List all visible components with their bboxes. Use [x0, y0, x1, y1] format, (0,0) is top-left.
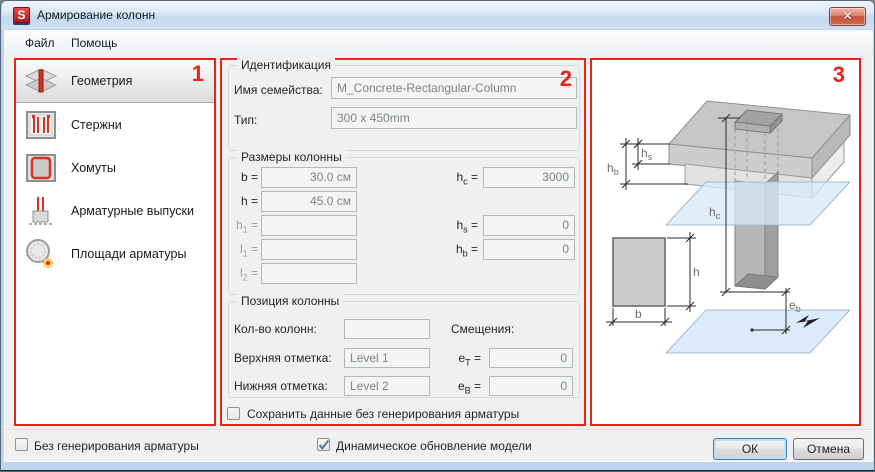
group-title: Размеры колонны — [237, 150, 346, 164]
dim-hc-field[interactable]: 3000 — [483, 167, 575, 188]
dim-hs-label: $h_s$ = — [456, 218, 478, 235]
sidebar-item-areas[interactable] — [16, 232, 214, 275]
offsets-label: Смещения: — [451, 322, 515, 336]
bottom-level-label: Нижняя отметка: — [234, 379, 328, 393]
title-bar[interactable] — [2, 1, 875, 29]
dim-h1-field[interactable] — [261, 215, 357, 236]
sidebar-item-label: Хомуты — [71, 160, 116, 175]
form-panel — [220, 58, 586, 426]
sidebar-item-label: Арматурные выпуски — [71, 203, 195, 218]
type-field[interactable]: 300 x 450mm — [331, 107, 577, 129]
sidebar-item-label: Геометрия — [71, 74, 133, 88]
dim-h-field[interactable]: 45.0 см — [261, 191, 357, 212]
dim-h-label: h = — [240, 194, 258, 208]
dim-l2-label: $l_2$ = — [239, 266, 258, 283]
hc-dim-label: $h_c$ — [709, 205, 721, 221]
footer-divider — [5, 429, 872, 431]
no-generation-checkbox[interactable] — [15, 438, 28, 451]
sidebar-item-outlets[interactable] — [16, 189, 214, 232]
dim-h1-label: $h_1$ = — [235, 218, 258, 235]
et-field[interactable]: 0 — [489, 348, 573, 368]
sidebar-item-label: Стержни — [71, 117, 122, 132]
app-logo-icon: S — [13, 7, 30, 23]
sidebar-item-stirrups[interactable] — [16, 146, 214, 189]
top-level-field[interactable]: Level 1 — [344, 348, 430, 368]
eb-field[interactable]: 0 — [489, 376, 573, 396]
sidebar-item-label: Площади арматуры — [71, 246, 187, 261]
type-label: Тип: — [234, 113, 258, 127]
hs-dim-label: $h_s$ — [641, 146, 653, 162]
annotation-number-1: 1 — [191, 61, 204, 86]
dim-l1-label: $l_1$ = — [239, 242, 258, 259]
lower-level-plane — [666, 310, 850, 353]
group-title: Позиция колонны — [237, 294, 343, 308]
window-title: Армирование колонн — [37, 8, 156, 22]
menu-bar — [4, 30, 873, 55]
dim-hb-field[interactable]: 0 — [483, 239, 575, 260]
family-name-label: Имя семейства: — [234, 83, 323, 97]
save-without-generation-checkbox[interactable] — [227, 407, 240, 420]
dim-hs-field[interactable]: 0 — [483, 215, 575, 236]
annotation-number-2: 2 — [559, 66, 572, 91]
rebar-areas-icon — [23, 238, 59, 270]
upper-level-plane — [666, 182, 850, 225]
menu-help[interactable]: Помощь — [71, 36, 118, 50]
bottom-level-field[interactable]: Level 2 — [344, 376, 430, 396]
group-title: Идентификация — [237, 58, 335, 72]
et-label: $e_T$ = — [458, 351, 481, 368]
diagram-panel — [590, 58, 861, 426]
column-count-field[interactable] — [344, 319, 430, 339]
b-dim-label: b — [635, 307, 642, 321]
nav-panel — [14, 58, 216, 426]
column-diagram — [592, 60, 859, 424]
top-level-label: Верхняя отметка: — [234, 351, 332, 365]
section-rect — [613, 238, 665, 306]
dim-b-field[interactable]: 30.0 см — [261, 167, 357, 188]
h-dim-label: h — [693, 265, 700, 279]
no-generation-label: Без генерирования арматуры — [34, 439, 199, 453]
stirrup-icon — [23, 152, 59, 184]
dim-l2-field[interactable] — [261, 263, 357, 284]
eb-dim-label: $e_b$ — [789, 298, 801, 314]
column-count-label: Кол-во колонн: — [234, 322, 317, 336]
menu-file[interactable]: Файл — [25, 36, 55, 50]
check-icon — [318, 439, 330, 451]
hb-dim-label: $h_b$ — [607, 161, 619, 177]
eb-label: $e_B$ = — [457, 379, 481, 396]
sidebar-item-bars[interactable] — [16, 103, 214, 146]
annotation-number-3: 3 — [832, 62, 845, 87]
dim-l1-field[interactable] — [261, 239, 357, 260]
dim-hc-label: $h_c$ = — [456, 170, 478, 187]
dim-b-label: b = — [240, 170, 258, 184]
close-button[interactable]: ✕ — [829, 7, 866, 26]
dynamic-update-label: Динамическое обновление модели — [336, 439, 532, 453]
geometry-icon — [23, 65, 59, 97]
dim-hb-label: $h_b$ = — [455, 242, 478, 259]
family-name-field[interactable]: M_Concrete-Rectangular-Column — [331, 77, 577, 99]
rebar-section-icon — [23, 109, 59, 141]
rebar-outlets-icon — [23, 195, 59, 227]
cancel-button[interactable]: Отмена — [793, 438, 864, 460]
ok-button[interactable]: ОК — [713, 438, 787, 460]
dynamic-update-checkbox[interactable] — [317, 438, 330, 451]
save-without-generation-label: Сохранить данные без генерирования арматуры — [247, 407, 520, 421]
sidebar-item-geometry[interactable] — [16, 60, 214, 103]
